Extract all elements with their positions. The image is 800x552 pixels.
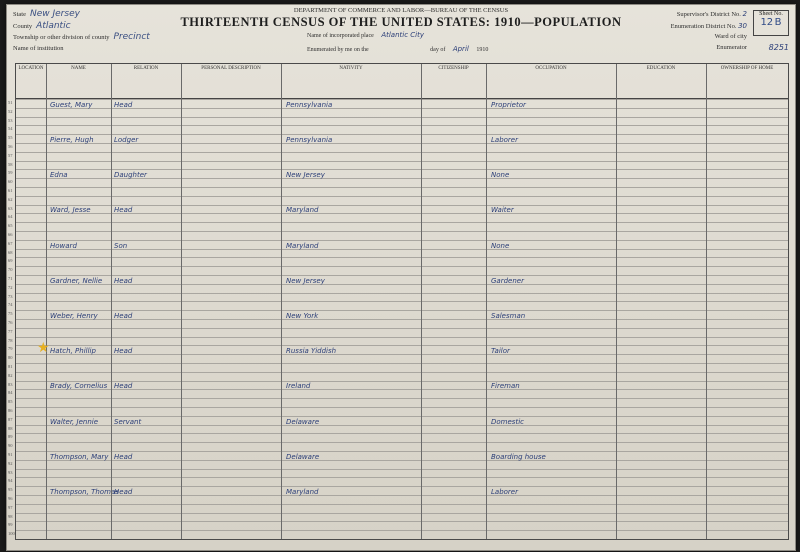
- row-number: 74: [8, 302, 13, 308]
- table-row: [8, 301, 788, 308]
- entry-name: Brady, Cornelius: [50, 382, 108, 391]
- column-divider: [181, 64, 182, 539]
- entry-relation: Head: [114, 312, 133, 320]
- row-number: 96: [8, 496, 13, 501]
- row-number: 82: [8, 372, 13, 378]
- table-row: [8, 477, 788, 484]
- entry-occupation: Boarding house: [491, 452, 546, 461]
- entry-name: Ward, Jesse: [50, 206, 91, 215]
- entry-relation: Head: [114, 100, 133, 109]
- entry-occupation: Laborer: [491, 488, 518, 496]
- table-row: [8, 187, 788, 193]
- table-row: [8, 398, 788, 405]
- entry-birthplace: Ireland: [286, 382, 311, 391]
- row-number: 81: [8, 364, 13, 369]
- incorporated-place-label: Name of incorporated place: [307, 33, 374, 39]
- entry-name: Gardner, Nellie: [50, 276, 103, 285]
- star-mark-icon: ★: [37, 341, 50, 356]
- entry-occupation: None: [491, 241, 510, 250]
- column-label: PERSONAL DESCRIPTION: [201, 66, 261, 71]
- sheet-value: 12: [760, 17, 774, 28]
- row-number: 60: [8, 179, 13, 185]
- row-number: 76: [8, 320, 13, 325]
- row-number: 78: [8, 337, 13, 343]
- row-number: 83: [8, 381, 13, 387]
- row-number: 72: [8, 284, 13, 290]
- stamp-number: 8251: [768, 43, 789, 52]
- enumeration-label: Enumeration District No.: [670, 22, 737, 30]
- entry-birthplace: Russia Yiddish: [286, 347, 337, 356]
- entry-birthplace: Delaware: [286, 452, 320, 461]
- entry-relation: Lodger: [114, 136, 139, 144]
- table-row: [8, 249, 788, 255]
- entry-birthplace: New Jersey: [286, 276, 325, 285]
- row-number: 52: [8, 108, 13, 114]
- table-row: [8, 442, 788, 449]
- row-number: 62: [8, 196, 13, 202]
- row-number: 65: [8, 223, 13, 229]
- row-number: 54: [8, 126, 13, 132]
- column-divider: [46, 64, 47, 539]
- enumerated-month: April: [452, 45, 469, 53]
- township-value: Precinct: [113, 32, 150, 42]
- entry-name: Weber, Henry: [50, 312, 98, 320]
- row-number: 59: [8, 170, 13, 176]
- entry-birthplace: New York: [286, 312, 319, 320]
- row-number: 56: [8, 144, 13, 149]
- table-row: [8, 469, 788, 475]
- entry-name: Hatch, Phillip: [50, 347, 96, 356]
- row-number: 98: [8, 513, 13, 519]
- entry-birthplace: Pennsylvania: [286, 136, 333, 144]
- table-row: [8, 530, 788, 537]
- entry-relation: Son: [114, 241, 128, 250]
- entry-occupation: Tailor: [491, 347, 510, 356]
- entry-occupation: Gardener: [491, 276, 524, 285]
- table-row: [8, 266, 788, 273]
- sheet-number-box: [753, 10, 789, 36]
- state-value: New Jersey: [30, 9, 80, 19]
- row-number: 55: [8, 135, 13, 141]
- row-number: 91: [8, 452, 13, 457]
- census-sheet: [6, 4, 796, 551]
- entry-relation: Daughter: [114, 171, 147, 180]
- table-row: [8, 222, 788, 229]
- entry-relation: Head: [114, 276, 133, 285]
- township-label: Township or other division of county: [13, 34, 110, 41]
- entry-relation: Head: [114, 452, 133, 461]
- row-number: 66: [8, 232, 13, 237]
- row-number: 63: [8, 205, 13, 211]
- ward-label: Ward of city: [714, 33, 747, 40]
- row-number: 95: [8, 487, 13, 493]
- table-row: [8, 328, 788, 334]
- entry-name: Walter, Jennie: [50, 417, 99, 426]
- column-divider: [486, 64, 487, 539]
- entry-occupation: Waiter: [491, 206, 514, 215]
- entry-birthplace: Delaware: [286, 417, 320, 426]
- column-label: EDUCATION: [646, 66, 676, 71]
- entry-occupation: Fireman: [491, 382, 520, 391]
- row-number: 58: [8, 161, 13, 167]
- entry-name: Edna: [50, 171, 68, 180]
- row-number: 70: [8, 267, 13, 273]
- table-row: [8, 433, 788, 440]
- sheet-side: B: [774, 17, 782, 28]
- row-number: 79: [8, 346, 13, 352]
- column-label: CITIZENSHIP: [438, 66, 469, 71]
- table-row: [8, 152, 788, 158]
- entry-birthplace: New Jersey: [286, 171, 325, 180]
- table-row: [8, 513, 788, 519]
- row-number: 69: [8, 258, 13, 264]
- incorporated-place: [307, 31, 424, 39]
- row-number: 53: [8, 117, 13, 123]
- column-header: [16, 64, 788, 99]
- entry-relation: Head: [114, 488, 133, 496]
- table-row: [8, 521, 788, 528]
- row-number: 84: [8, 390, 13, 396]
- entry-occupation: Proprietor: [491, 100, 526, 109]
- entry-name: Howard: [50, 241, 77, 250]
- column-label: RELATION: [133, 66, 159, 71]
- entry-occupation: Laborer: [491, 136, 518, 144]
- supervisor-value: 2: [742, 10, 747, 18]
- table-row: [8, 161, 788, 167]
- entry-relation: Head: [114, 347, 133, 356]
- enumerated-label: Enumerated by me on the: [307, 47, 369, 53]
- entry-name: Thompson, Thomas: [50, 488, 119, 496]
- row-number: 75: [8, 311, 13, 317]
- department-heading: DEPARTMENT OF COMMERCE AND LABOR—BUREAU OF THE CENSUS: [293, 7, 509, 14]
- table-row: [8, 117, 788, 123]
- table-row: [8, 125, 788, 132]
- table-row: [8, 407, 788, 413]
- entry-birthplace: Maryland: [286, 488, 319, 496]
- entry-birthplace: Pennsylvania: [286, 100, 333, 109]
- entry-relation: Head: [114, 206, 133, 215]
- row-number: 51: [8, 100, 13, 105]
- row-number: 93: [8, 469, 13, 475]
- institution-label: Name of institution: [13, 44, 64, 52]
- enumerated-suffix: day of: [430, 47, 446, 53]
- enumeration-value: 30: [738, 21, 747, 30]
- table-row: [8, 231, 788, 237]
- row-number: 97: [8, 504, 13, 510]
- column-label: OCCUPATION: [535, 66, 567, 71]
- row-number: 68: [8, 249, 13, 255]
- row-number: 100: [8, 531, 15, 537]
- row-number: 94: [8, 478, 13, 484]
- supervisor-label: Supervisor's District No.: [676, 11, 741, 18]
- row-number: 90: [8, 443, 13, 449]
- table-row: [8, 196, 788, 202]
- column-divider: [706, 64, 707, 539]
- column-label: LOCATION: [18, 66, 44, 71]
- table-row: [8, 257, 788, 264]
- row-number: 92: [8, 460, 13, 466]
- column-divider: [616, 64, 617, 539]
- enumerator-label: Enumerator: [716, 43, 747, 51]
- table-row: [8, 372, 788, 378]
- entry-relation: Head: [114, 382, 133, 391]
- row-number: 86: [8, 408, 13, 413]
- page-title: THIRTEENTH CENSUS OF THE UNITED STATES: 1910—POPULATION: [180, 15, 622, 29]
- row-number: 67: [8, 240, 13, 246]
- enumerated-year: 1910: [476, 47, 489, 53]
- column-label: OWNERSHIP OF HOME: [720, 66, 774, 71]
- table-row: [8, 337, 788, 343]
- table-row: [8, 504, 788, 510]
- row-number: 85: [8, 399, 13, 405]
- row-number: 61: [8, 188, 13, 193]
- table-row: [8, 363, 788, 369]
- column-divider: [111, 64, 112, 539]
- county-label: County: [13, 22, 33, 30]
- sheet-label: Sheet No.: [759, 11, 783, 17]
- enumerated-line: [307, 45, 488, 53]
- row-number: 73: [8, 293, 13, 299]
- row-number: 87: [8, 416, 13, 422]
- entry-relation: Servant: [114, 417, 142, 426]
- row-number: 77: [8, 328, 13, 334]
- state-label: State: [13, 11, 26, 18]
- entry-name: Pierre, Hugh: [50, 136, 94, 144]
- row-number: 71: [8, 276, 13, 281]
- row-number: 64: [8, 214, 13, 220]
- column-label: NATIVITY: [339, 66, 363, 71]
- row-number: 80: [8, 355, 13, 361]
- entry-name: Guest, Mary: [50, 100, 93, 109]
- entry-occupation: Domestic: [491, 417, 524, 426]
- entry-name: Thompson, Mary: [50, 452, 109, 461]
- entry-birthplace: Maryland: [286, 206, 319, 215]
- census-table: [8, 63, 789, 540]
- table-rows: [8, 99, 788, 539]
- column-divider: [421, 64, 422, 539]
- county-value: Atlantic: [36, 20, 71, 31]
- row-number: 88: [8, 425, 13, 431]
- table-row: [8, 293, 788, 299]
- column-label: NAME: [71, 66, 86, 71]
- column-divider: [281, 64, 282, 539]
- entry-birthplace: Maryland: [286, 241, 319, 250]
- entry-occupation: Salesman: [491, 312, 526, 320]
- entry-occupation: None: [491, 171, 510, 180]
- row-number: 57: [8, 152, 13, 158]
- row-number: 89: [8, 434, 13, 440]
- row-number: 99: [8, 522, 13, 528]
- incorporated-place-value: Atlantic City: [381, 31, 424, 39]
- header-right: [671, 9, 747, 53]
